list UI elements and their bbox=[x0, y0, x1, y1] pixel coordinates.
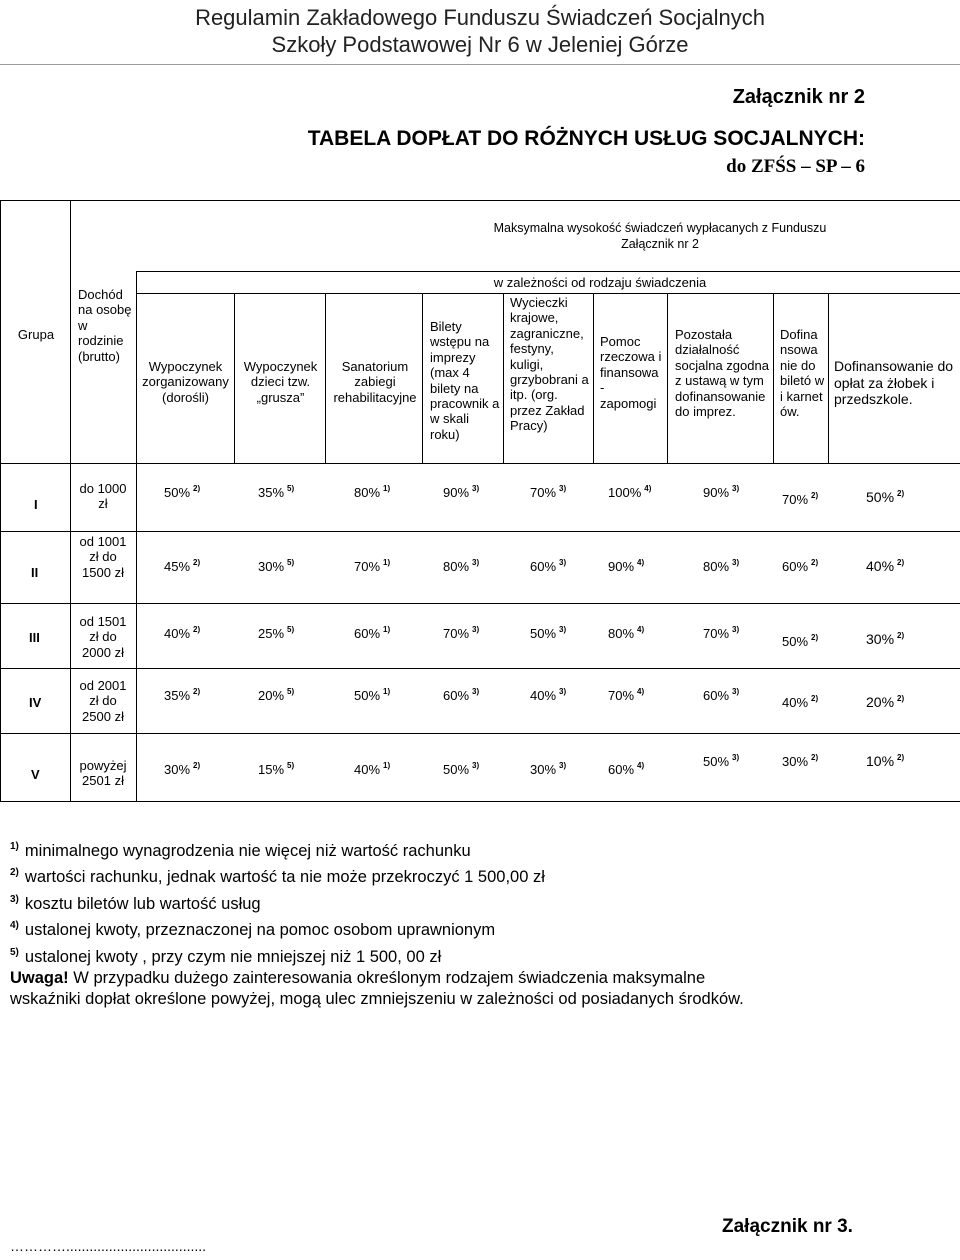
cell-value: 60% $^{1)}$ bbox=[354, 625, 391, 641]
cell-value: 50% $^{2)}$ bbox=[866, 489, 905, 505]
header-sanatorium: Sanatorium zabiegi rehabilitacyjne bbox=[333, 359, 417, 405]
cell-value: 60% $^{4)}$ bbox=[608, 761, 645, 777]
row-income: od 1501 zł do 2000 zł bbox=[79, 614, 127, 660]
cell-value: 20% $^{5)}$ bbox=[258, 687, 295, 703]
cell-value: 80% $^{3)}$ bbox=[443, 558, 480, 574]
cell-value: 100% $^{4)}$ bbox=[608, 484, 652, 500]
header-rule bbox=[0, 64, 960, 65]
footnote: $^{2)}$ wartości rachunku, jednak wartość ta nie może przekroczyć 1 500,00 zł bbox=[10, 867, 545, 887]
cell-value: 60% $^{3)}$ bbox=[703, 687, 740, 703]
cell-value: 70% $^{4)}$ bbox=[608, 687, 645, 703]
header-pozostala: Pozostała działalność socjalna zgodna z ustawą w tym dofinansowanie do imprez. bbox=[675, 327, 769, 420]
max-note-2: Załącznik nr 2 bbox=[621, 237, 699, 251]
row-income: powyżej 2501 zł bbox=[79, 758, 127, 789]
header-wypoczynek-dorosli: Wypoczynek zorganizowany (dorośli) bbox=[142, 359, 229, 405]
row-income: do 1000 zł bbox=[79, 481, 127, 512]
cell-value: 15% $^{5)}$ bbox=[258, 761, 295, 777]
header-bilety: Bilety wstępu na imprezy (max 4 bilety na pracownik a w skali roku) bbox=[430, 319, 500, 442]
cell-value: 35% $^{5)}$ bbox=[258, 484, 295, 500]
header-grupa: Grupa bbox=[17, 327, 55, 342]
header-dofinansowanie-bilety: Dofina nsowa nie do biletó w i karnet ów. bbox=[780, 327, 825, 420]
cell-value: 10% $^{2)}$ bbox=[866, 753, 905, 769]
attachment3-label: Załącznik nr 3. bbox=[722, 1216, 853, 1237]
subsidy-table bbox=[0, 200, 960, 801]
note-line-2: wskaźniki dopłat określone powyżej, mogą ulec zmniejszeniu w zależności od posiadanych środków. bbox=[10, 990, 744, 1009]
cell-value: 70% $^{3)}$ bbox=[443, 625, 480, 641]
cell-value: 35% $^{2)}$ bbox=[164, 687, 201, 703]
table-subtitle: do ZFŚS – SP – 6 bbox=[726, 156, 865, 177]
cell-value: 50% $^{1)}$ bbox=[354, 687, 391, 703]
footnote: $^{1)}$ minimalnego wynagrodzenia nie więcej niż wartość rachunku bbox=[10, 841, 471, 860]
cell-value: 80% $^{4)}$ bbox=[608, 625, 645, 641]
cell-value: 60% $^{3)}$ bbox=[443, 687, 480, 703]
row-income: od 2001 zł do 2500 zł bbox=[79, 678, 127, 724]
cell-value: 25% $^{5)}$ bbox=[258, 625, 295, 641]
cell-value: 50% $^{2)}$ bbox=[164, 484, 201, 500]
cell-value: 30% $^{3)}$ bbox=[530, 761, 567, 777]
footnotes bbox=[10, 836, 744, 1011]
header-dochod: Dochód na osobę w rodzinie (brutto) bbox=[78, 287, 132, 364]
cell-value: 30% $^{5)}$ bbox=[258, 558, 295, 574]
cell-value: 80% $^{3)}$ bbox=[703, 558, 740, 574]
cell-value: 40% $^{2)}$ bbox=[164, 625, 201, 641]
cell-value: 45% $^{2)}$ bbox=[164, 558, 201, 574]
cell-value: 60% $^{2)}$ bbox=[782, 558, 819, 574]
cell-value: 30% $^{2)}$ bbox=[866, 631, 905, 647]
footnote: $^{4)}$ ustalonej kwoty, przeznaczonej na pomoc osobom uprawnionym bbox=[10, 920, 496, 940]
footnote: $^{3)}$ kosztu biletów lub wartość usług bbox=[10, 893, 261, 913]
attachment-label: Załącznik nr 2 bbox=[732, 86, 865, 108]
note-label: Uwaga! bbox=[10, 969, 69, 988]
note-line-1: Uwaga! W przypadku dużego zainteresowania określonym rodzajem świadczenia maksymalne bbox=[10, 969, 706, 988]
cell-value: 60% $^{3)}$ bbox=[530, 558, 567, 574]
cell-value: 50% $^{3)}$ bbox=[530, 625, 567, 641]
dotted-line: ………….................................... bbox=[10, 1238, 207, 1254]
cell-value: 70% $^{1)}$ bbox=[354, 558, 391, 574]
cell-value: 30% $^{2)}$ bbox=[164, 761, 201, 777]
row-group-label: IV bbox=[29, 695, 42, 710]
cell-value: 70% $^{2)}$ bbox=[782, 491, 819, 507]
header-pomoc: Pomoc rzeczowa i finansowa - zapomogi bbox=[600, 334, 662, 411]
header-wypoczynek-dzieci: Wypoczynek dzieci tzw. „grusza” bbox=[243, 359, 318, 405]
row-group-label: I bbox=[34, 497, 38, 512]
row-income: od 1001 zł do 1500 zł bbox=[79, 534, 127, 580]
row-group-label: V bbox=[31, 767, 40, 782]
row-group-label: II bbox=[31, 565, 39, 580]
cell-value: 40% $^{1)}$ bbox=[354, 761, 391, 777]
cell-value: 90% $^{3)}$ bbox=[703, 484, 740, 500]
cell-value: 80% $^{1)}$ bbox=[354, 484, 391, 500]
cell-value: 50% $^{2)}$ bbox=[782, 633, 819, 649]
cell-value: 50% $^{3)}$ bbox=[443, 761, 480, 777]
cell-value: 90% $^{4)}$ bbox=[608, 558, 645, 574]
header-wycieczki: Wycieczki krajowe, zagraniczne, festyny, kuligi, grzybobrani a itp. (org. przez Zakład Pracy) bbox=[510, 295, 589, 434]
group-heading: w zależności od rodzaju świadczenia bbox=[493, 275, 707, 290]
cell-value: 70% $^{3)}$ bbox=[530, 484, 567, 500]
cell-value: 50% $^{3)}$ bbox=[703, 753, 740, 769]
cell-value: 40% $^{3)}$ bbox=[530, 687, 567, 703]
cell-value: 70% $^{3)}$ bbox=[703, 625, 740, 641]
header-line-2: Szkoły Podstawowej Nr 6 w Jeleniej Górze bbox=[271, 32, 689, 57]
table-title: TABELA DOPŁAT DO RÓŻNYCH USŁUG SOCJALNYCH: bbox=[307, 127, 865, 150]
cell-value: 30% $^{2)}$ bbox=[782, 753, 819, 769]
cell-value: 40% $^{2)}$ bbox=[782, 694, 819, 710]
cell-value: 90% $^{3)}$ bbox=[443, 484, 480, 500]
cell-value: 20% $^{2)}$ bbox=[866, 694, 905, 710]
row-group-label: III bbox=[29, 630, 40, 645]
header-dofinansowanie-zlobek: Dofinansowanie do opłat za żłobek i przedszkole. bbox=[834, 358, 954, 407]
cell-value: 40% $^{2)}$ bbox=[866, 558, 905, 574]
header-line-1: Regulamin Zakładowego Funduszu Świadczeń Socjalnych bbox=[195, 5, 765, 30]
footnote: $^{5)}$ ustalonej kwoty , przy czym nie mniejszej niż 1 500, 00 zł bbox=[10, 946, 442, 966]
max-note-1: Maksymalna wysokość świadczeń wypłacanych z Funduszu bbox=[493, 221, 827, 235]
